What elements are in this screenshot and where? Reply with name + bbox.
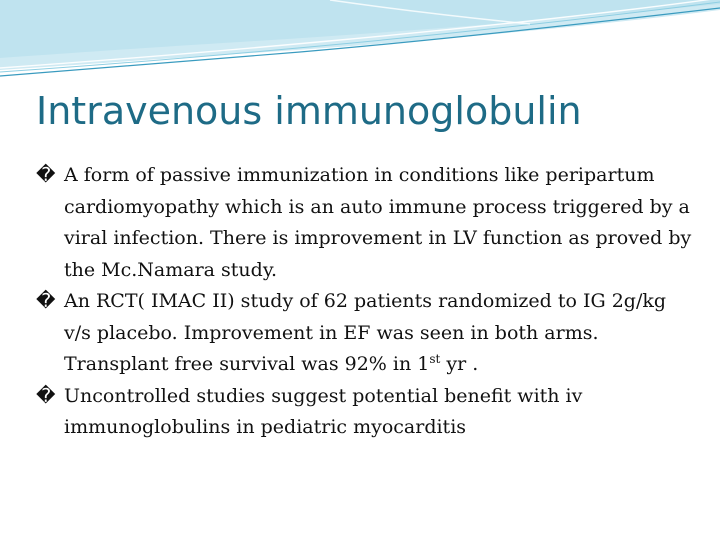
bullet-marker-icon: � bbox=[36, 164, 56, 186]
header-wave-decoration bbox=[0, 0, 720, 90]
bullet-text-end: yr . bbox=[440, 353, 479, 375]
bullet-item-uncontrolled-studies bbox=[36, 381, 696, 444]
bullet-list bbox=[36, 160, 696, 444]
bullet-marker-icon: � bbox=[36, 384, 56, 407]
slide-title: Intravenous immunoglobulin bbox=[36, 89, 582, 133]
bullet-text: Uncontrolled studies suggest potential benefit with iv immunoglobulins in pediatric myocarditis bbox=[64, 384, 583, 438]
bullet-item-ivig-passive-immunization bbox=[36, 160, 696, 286]
bullet-text: An RCT( IMAC II) study of 62 patients randomized to IG 2g/kg v/s placebo. Improvement in EF was seen in both arms. Transplant free survival was 92% in 1 bbox=[64, 290, 667, 375]
ordinal-superscript: st bbox=[429, 352, 441, 366]
bullet-item-rct-imac-ii bbox=[36, 286, 696, 381]
bullet-text: A form of passive immunization in conditions like peripartum cardiomyopathy which is an auto immune process triggered by a viral infection. There is improvement in LV function as proved by the Mc.Namara study. bbox=[64, 164, 692, 281]
bullet-marker-icon: � bbox=[36, 290, 56, 312]
